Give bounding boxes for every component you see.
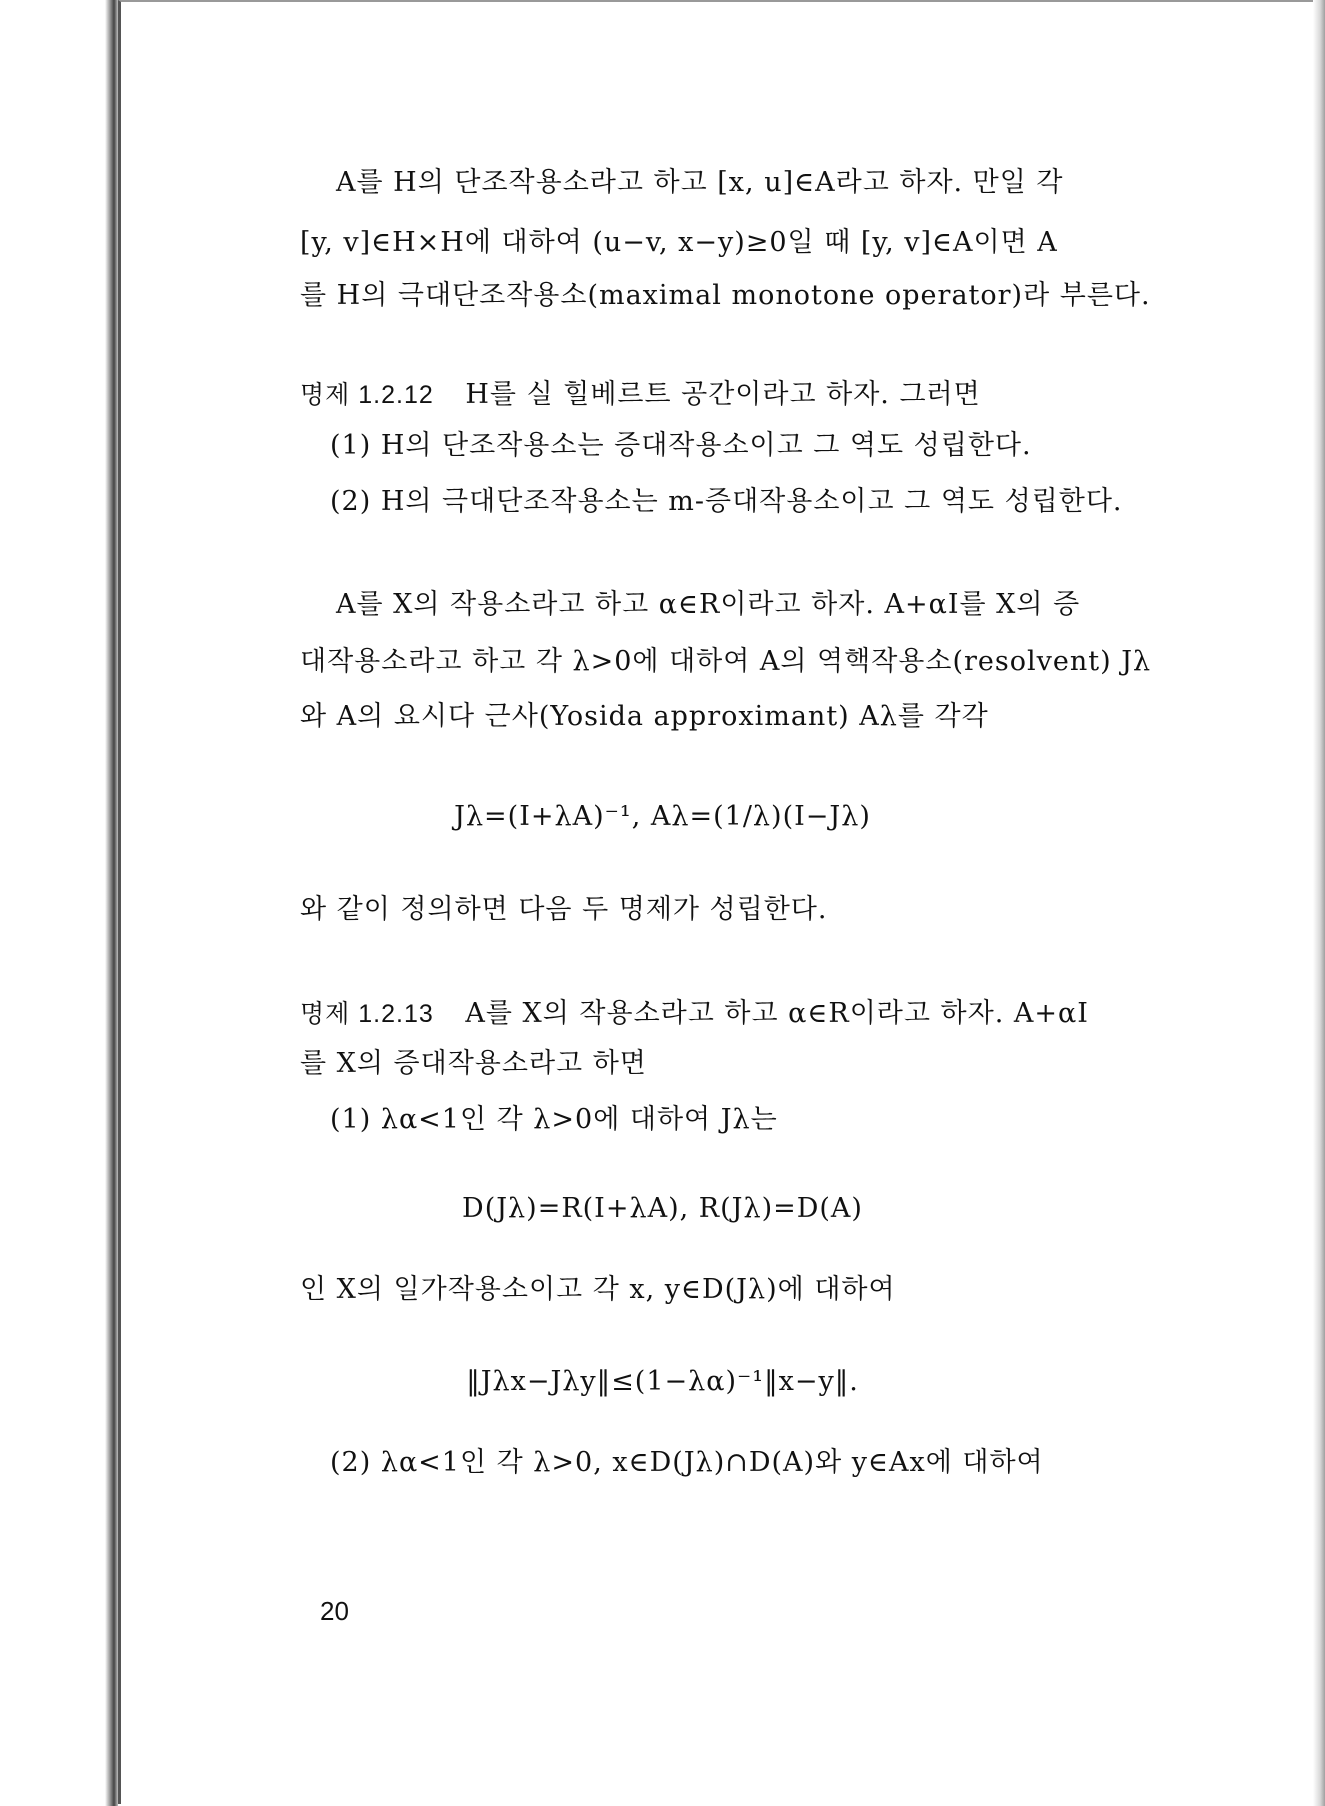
page-number: 20 (320, 1596, 349, 1626)
prop-1-2-12-item-1: (1) H의 단조작용소는 증대작용소이고 그 역도 성립한다. (330, 430, 1032, 461)
para1-line3: 를 H의 극대단조작용소(maximal monotone operator)라 부른다. (300, 280, 1151, 311)
prop-1-2-12-item-2: (2) H의 극대단조작용소는 m-증대작용소이고 그 역도 성립한다. (330, 486, 1123, 517)
para1-line2: [y, v]∈H×H에 대하여 (u−v, x−y)≥0일 때 [y, v]∈A이면 A (300, 227, 1058, 258)
para1-line1: A를 H의 단조작용소라고 하고 [x, u]∈A라고 하자. 만일 각 (336, 167, 1064, 198)
equation-lipschitz: ‖Jλx−Jλy‖≤(1−λα)⁻¹‖x−y‖. (466, 1366, 859, 1397)
equation-domain-range: D(Jλ)=R(I+λA), R(Jλ)=D(A) (462, 1193, 863, 1224)
para2-line1: A를 X의 작용소라고 하고 α∈R이라고 하자. A+αI를 X의 증 (336, 589, 1081, 620)
prop-1-2-13-item-1: (1) λα<1인 각 λ>0에 대하여 Jλ는 (330, 1104, 778, 1135)
para2-line2: 대작용소라고 하고 각 λ>0에 대하여 A의 역핵작용소(resolvent) Jλ (300, 646, 1152, 677)
equation-resolvent-yosida: Jλ=(I+λA)⁻¹, Aλ=(1/λ)(I−Jλ) (454, 801, 871, 832)
prop-1-2-13-item-2: (2) λα<1인 각 λ>0, x∈D(Jλ)∩D(A)와 y∈Ax에 대하여 (330, 1447, 1044, 1478)
prop-1-2-12-label: 명제 1.2.12 (300, 381, 434, 409)
prop-1-2-12-heading (300, 378, 981, 412)
para2-line3: 와 A의 요시다 근사(Yosida approximant) Aλ를 각각 (300, 701, 989, 732)
book-spine (0, 0, 118, 1806)
prop-1-2-12-text: H를 실 힐베르트 공간이라고 하자. 그러면 (465, 379, 981, 410)
prop-1-2-13-line3: 인 X의 일가작용소이고 각 x, y∈D(Jλ)에 대하여 (300, 1274, 896, 1305)
prop-1-2-13-heading (300, 997, 1089, 1031)
prop-1-2-13-text-cont: 를 X의 증대작용소라고 하면 (300, 1048, 647, 1079)
para3-line: 와 같이 정의하면 다음 두 명제가 성립한다. (300, 894, 828, 925)
prop-1-2-13-label: 명제 1.2.13 (300, 1000, 434, 1028)
page-edge (1313, 0, 1325, 1806)
prop-1-2-13-text: A를 X의 작용소라고 하고 α∈R이라고 하자. A+αI (465, 998, 1089, 1029)
